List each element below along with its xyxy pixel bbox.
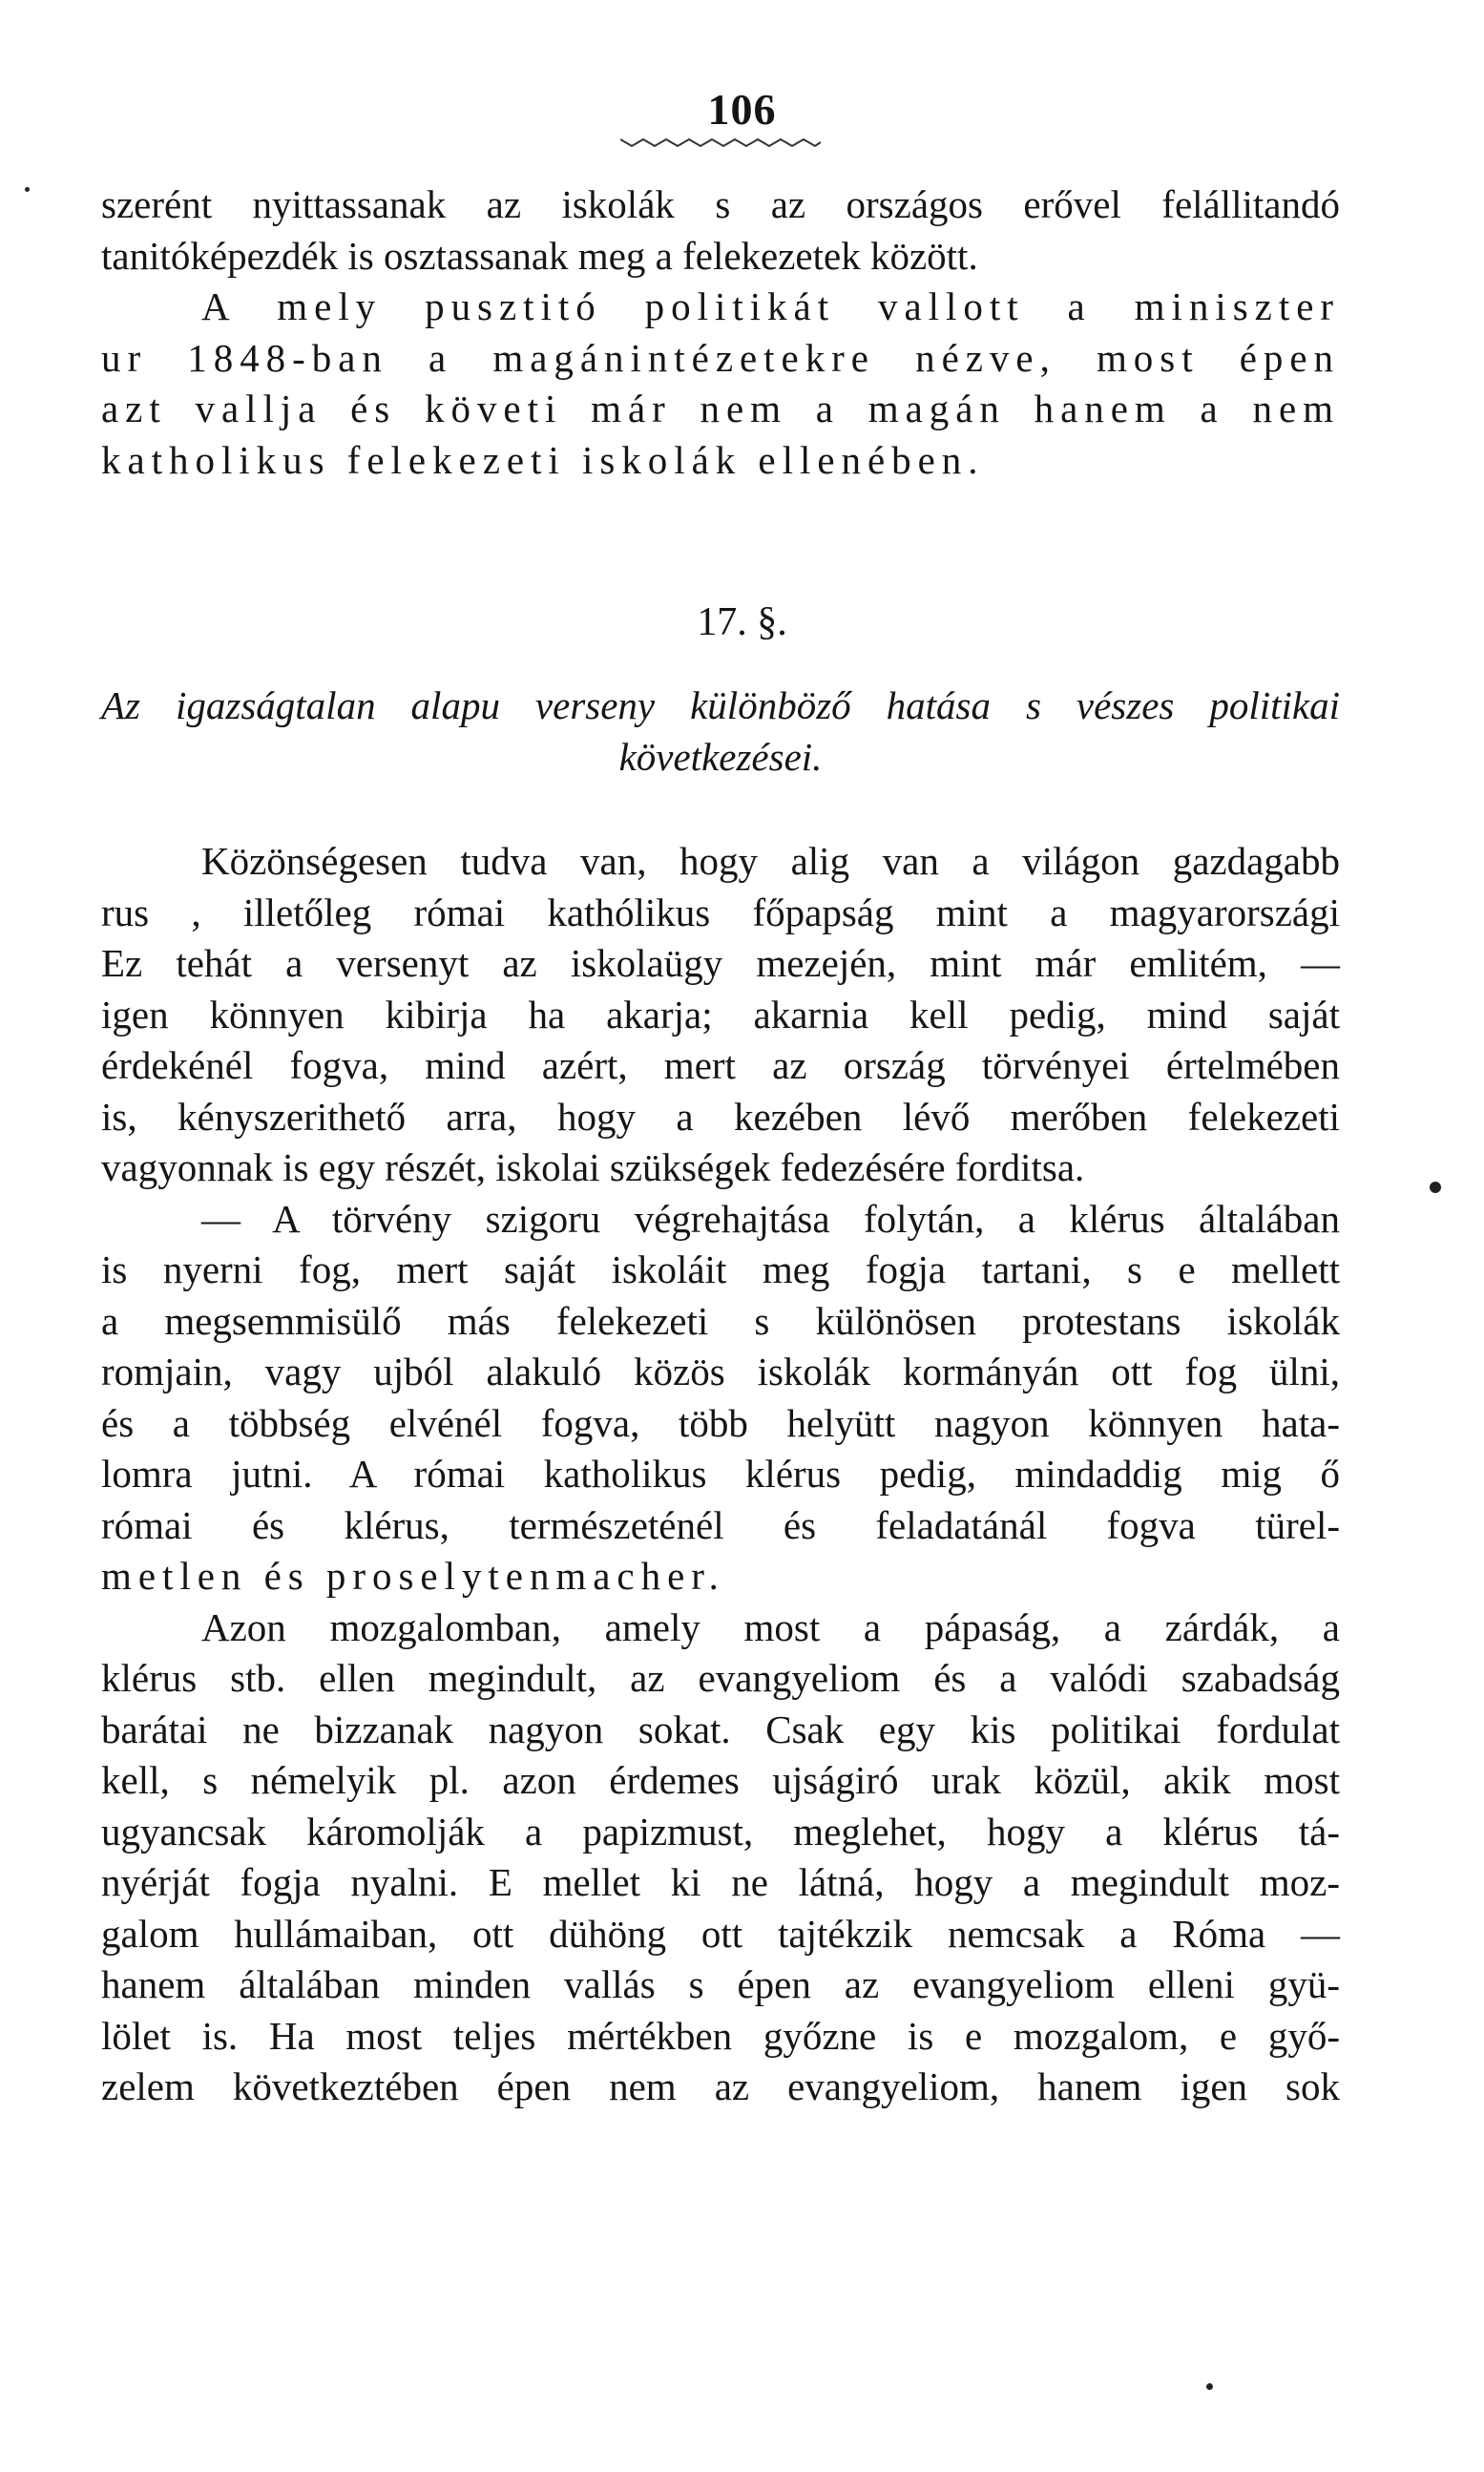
section-title [101,680,1340,783]
text-line: ur 1848-ban a magánintézetekre nézve, most épen [101,335,1340,380]
text-line: azt vallja és követi már nem a magán hanem a nem [101,387,1340,430]
ink-speck [1430,1182,1441,1193]
text-line: metlen és proselytenmacher. [101,1554,725,1598]
text-line: római és klérus, természeténél és feladatánál fogva türel- [101,1502,1340,1547]
text-line: lomra jutni. A római katholikus klérus pedig, mindaddig mig ő [101,1452,1340,1496]
text-line: a megsemmisülő más felekezeti s különösen protestans iskolák [101,1298,1340,1343]
section-title-line: Az igazságtalan alapu verseny különböző hatása s vészes politikai [101,683,1340,727]
text-line: szerént nyittassanak az iskolák s az országos erővel felállitandó [101,182,1340,226]
text-line: A mely pusztitó politikát vallott a miniszter [201,284,1340,328]
text-line: és a többség elvénél fogva, több helyütt nagyon könnyen hata- [101,1400,1340,1445]
text-line: Ez tehát a versenyt az iskolaügy mezején, mint már emlitém, — [101,941,1340,985]
text-line: lölet is. Ha most teljes mértékben győzne is e mozgalom, e győ- [101,2013,1340,2058]
top-paragraph [101,179,1340,486]
text-line: Közönségesen tudva van, hogy alig van a világon gazdagabb [201,839,1340,883]
text-line: vagyonnak is egy részét, iskolai szükségek fedezésére forditsa. [101,1145,1085,1189]
text-line: romjain, vagy ujból alakuló közös iskolák kormányán ott fog ülni, [101,1350,1340,1393]
text-line: Azon mozgalomban, amely most a pápaság, a zárdák, a [201,1604,1340,1649]
text-line: klérus stb. ellen megindult, az evangyeliom és a valódi szabadság [101,1656,1340,1700]
ink-speck [25,187,30,192]
text-line: galom hullámaiban, ott dühöng ott tajtékzik nemcsak a Róma — [101,1911,1340,1956]
text-line: is, kényszerithető arra, hogy a kezében lévő merőben felekezeti [101,1094,1340,1139]
text-line: nyérját fogja nyalni. E mellet ki ne látná, hogy a megindult moz- [101,1860,1340,1904]
text-line: hanem általában minden vallás s épen az evangyeliom elleni gyü- [101,1962,1340,2006]
text-line: tanitóképezdék is osztassanak meg a felekezetek között. [101,233,978,278]
text-line: igen könnyen kibirja ha akarja; akarnia kell pedig, mind saját [101,992,1340,1037]
text-line: is nyerni fog, mert saját iskoláit meg fogja tartani, s e mellett [101,1247,1340,1291]
ink-speck [1206,2383,1213,2390]
text-line: — A törvény szigoru végrehajtása folytán, a klérus általában [201,1196,1340,1241]
text-line: zelem következtében épen nem az evangyeliom, hanem igen sok [101,2064,1340,2108]
text-line: ugyancsak káromolják a papizmust, meglehet, hogy a klérus tá- [101,1809,1340,1854]
text-line: rus , illetőleg római kathólikus főpapság mint a magyarországi [101,890,1340,934]
text-line: katholikus felekezeti iskolák ellenében. [101,437,985,482]
section-number: 17. §. [697,600,787,644]
page-number: 106 [707,85,777,134]
section-title-line: következései. [618,735,823,779]
text-line: kell, s némelyik pl. azon érdemes ujságiró urak közül, akik most [101,1758,1340,1802]
text-line: barátai ne bizzanak nagyon sokat. Csak egy kis politikai fordulat [101,1707,1340,1751]
text-line: érdekénél fogva, mind azért, mert az ország törvényei értelmében [101,1043,1340,1087]
ornament-rule [620,134,821,149]
body-text [101,836,1340,2113]
